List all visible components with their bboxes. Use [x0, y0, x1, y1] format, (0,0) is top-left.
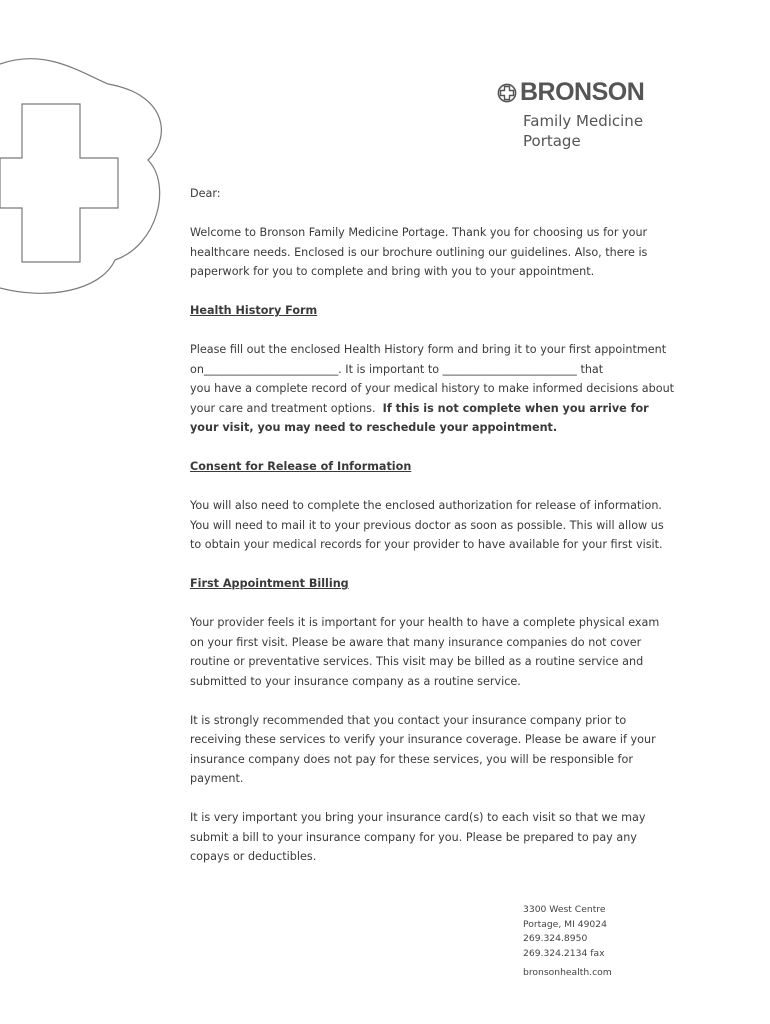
- brand-subtitle-line1: Family Medicine: [523, 112, 644, 130]
- billing-heading: First Appointment Billing: [190, 577, 349, 590]
- insurance-card-line: submit a bill to your insurance company for you. Please be prepared to pay any: [190, 830, 637, 844]
- consent-line: You will also need to complete the enclosed authorization for release of information.: [190, 499, 662, 512]
- health-history-warning: If this is not complete when you arrive for: [382, 401, 649, 415]
- salutation: Dear:: [190, 187, 221, 200]
- consent-line: You will need to mail it to your previous doctor as soon as possible. This will allow us: [190, 518, 664, 532]
- consent-heading: Consent for Release of Information: [190, 460, 412, 473]
- health-history-line: on________________________. It is important to ________________________ that: [190, 362, 604, 376]
- billing-line: Your provider feels it is important for your health to have a complete physical exam: [190, 616, 660, 629]
- welcome-line: Welcome to Bronson Family Medicine Portage. Thank you for choosing us for your: [190, 226, 648, 239]
- decorative-cross-watermark: [0, 0, 170, 300]
- address-street: 3300 West Centre: [523, 904, 606, 915]
- letter-body: [190, 184, 720, 867]
- recommend-line: insurance company does not pay for these services, you will be responsible for: [190, 752, 633, 766]
- address-city: Portage, MI 49024: [523, 918, 607, 930]
- address-footer: [523, 903, 612, 981]
- phone-number: 269.324.8950: [523, 933, 588, 944]
- billing-line: routine or preventative services. This visit may be billed as a routine service and: [190, 655, 644, 668]
- brand-header: [497, 80, 644, 151]
- fax-number: 269.324.2134 fax: [523, 947, 605, 959]
- recommend-line: receiving these services to verify your insurance coverage. Please be aware if your: [190, 733, 656, 746]
- health-history-line: [190, 399, 720, 419]
- bronson-cross-logo-icon: [497, 83, 517, 103]
- health-history-warning: your visit, you may need to reschedule your appointment.: [190, 421, 558, 434]
- health-history-heading: Health History Form: [190, 304, 318, 317]
- health-history-plain-text: your care and treatment options.: [190, 401, 383, 415]
- brand-subtitle-line2: Portage: [523, 132, 581, 150]
- health-history-line: [190, 418, 720, 438]
- recommend-line: It is strongly recommended that you contact your insurance company prior to: [190, 713, 627, 727]
- welcome-line: paperwork for you to complete and bring with you to your appointment.: [190, 265, 595, 278]
- website-link[interactable]: bronsonhealth.com: [523, 967, 612, 978]
- brand-name: BRONSON: [520, 78, 645, 106]
- insurance-card-line: It is very important you bring your insurance card(s) to each visit so that we may: [190, 811, 646, 824]
- insurance-card-line: copays or deductibles.: [190, 850, 317, 863]
- health-history-line: you have a complete record of your medical history to make informed decisions about: [190, 382, 675, 395]
- consent-line: to obtain your medical records for your provider to have available for your first visit.: [190, 538, 663, 551]
- welcome-line: healthcare needs. Enclosed is our brochure outlining our guidelines. Also, there is: [190, 245, 648, 259]
- billing-line: on your first visit. Please be aware that many insurance companies do not cover: [190, 635, 642, 649]
- billing-line: submitted to your insurance company as a routine service.: [190, 674, 521, 688]
- health-history-line: Please fill out the enclosed Health History form and bring it to your first appointment: [190, 343, 667, 356]
- recommend-line: payment.: [190, 772, 244, 785]
